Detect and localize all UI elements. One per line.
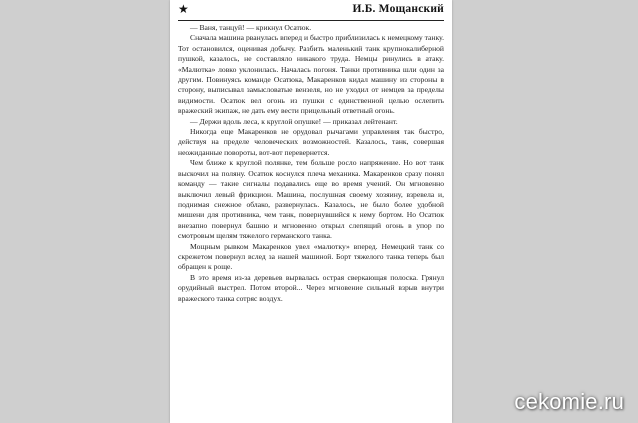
paragraph: В это время из-за деревьев вырвалась острая сверкающая полоска. Грянул орудийный выстрел. Потом второй... Через мгновение сильный взрыв внутри вражеского танка сотряс воздух. — [178, 272, 444, 303]
page-body — [178, 23, 444, 304]
book-page — [170, 0, 452, 423]
site-watermark: cekomie.ru — [514, 389, 624, 414]
star-icon: ★ — [178, 2, 189, 16]
page-header — [178, 0, 444, 21]
paragraph: Мощным рывком Макаренков увел «малютку» вперед. Немецкий танк со скрежетом повернул вслед за нашей машиной. Борт тяжелого танка теперь был обращен к роще. — [178, 241, 444, 272]
author-name: И.Б. Мощанский — [352, 3, 444, 15]
paragraph: — Ваня, танцуй! — крикнул Осатюк. — [190, 23, 312, 32]
paragraph: — Держи вдоль леса, к круглой опушке! — приказал лейтенант. — [190, 116, 398, 126]
paragraph: Чем ближе к круглой полянке, тем больше росло напряжение. Но вот танк выскочил на поляну. Осатюк коснулся плеча механика. Макаренков сразу понял команду — такие сигналы подавались еще во время учений. Он мгновенно выключил левый фрикцион. Машина, послушная своему хозяину, взревела и, поднимая снежное облако, развернулась. Казалось, не было более удобной мишени для противника, чем танк, повернувшийся к нему бортом. Но Осатюк внезапно повернул башню и мгновенно открыл слепящий огонь в упор по смотровым щелям тяжелого германского танка. — [178, 158, 444, 241]
paragraph: Никогда еще Макаренков не орудовал рычагами управления так быстро, действуя на пределе человеческих возможностей. Казалось, танк, совершая неожиданные повороты, вот-вот перевернется. — [178, 127, 444, 157]
paragraph: Сначала машина рванулась вперед и быстро приблизилась к немецкому танку. Тот остановился, оценивая добычу. Разбить маленький танк крупнокалиберной пушкой, казалось, не составляло никакого труда. Немцы ринулись в атаку. «Малютка» ловко уклонилась. Началась погоня. Танки противника шли один за другим. Повинуясь команде Осатюка, Макаренков кидал машину из стороны в сторону, выписывал замысловатые вензеля, но не уходил от немцев за пределы видимости. Осатюк вел огонь из пушки с единственной целью ослепить вражеский экипаж, не дать ему вести прицельный ответный огонь. — [178, 33, 444, 116]
